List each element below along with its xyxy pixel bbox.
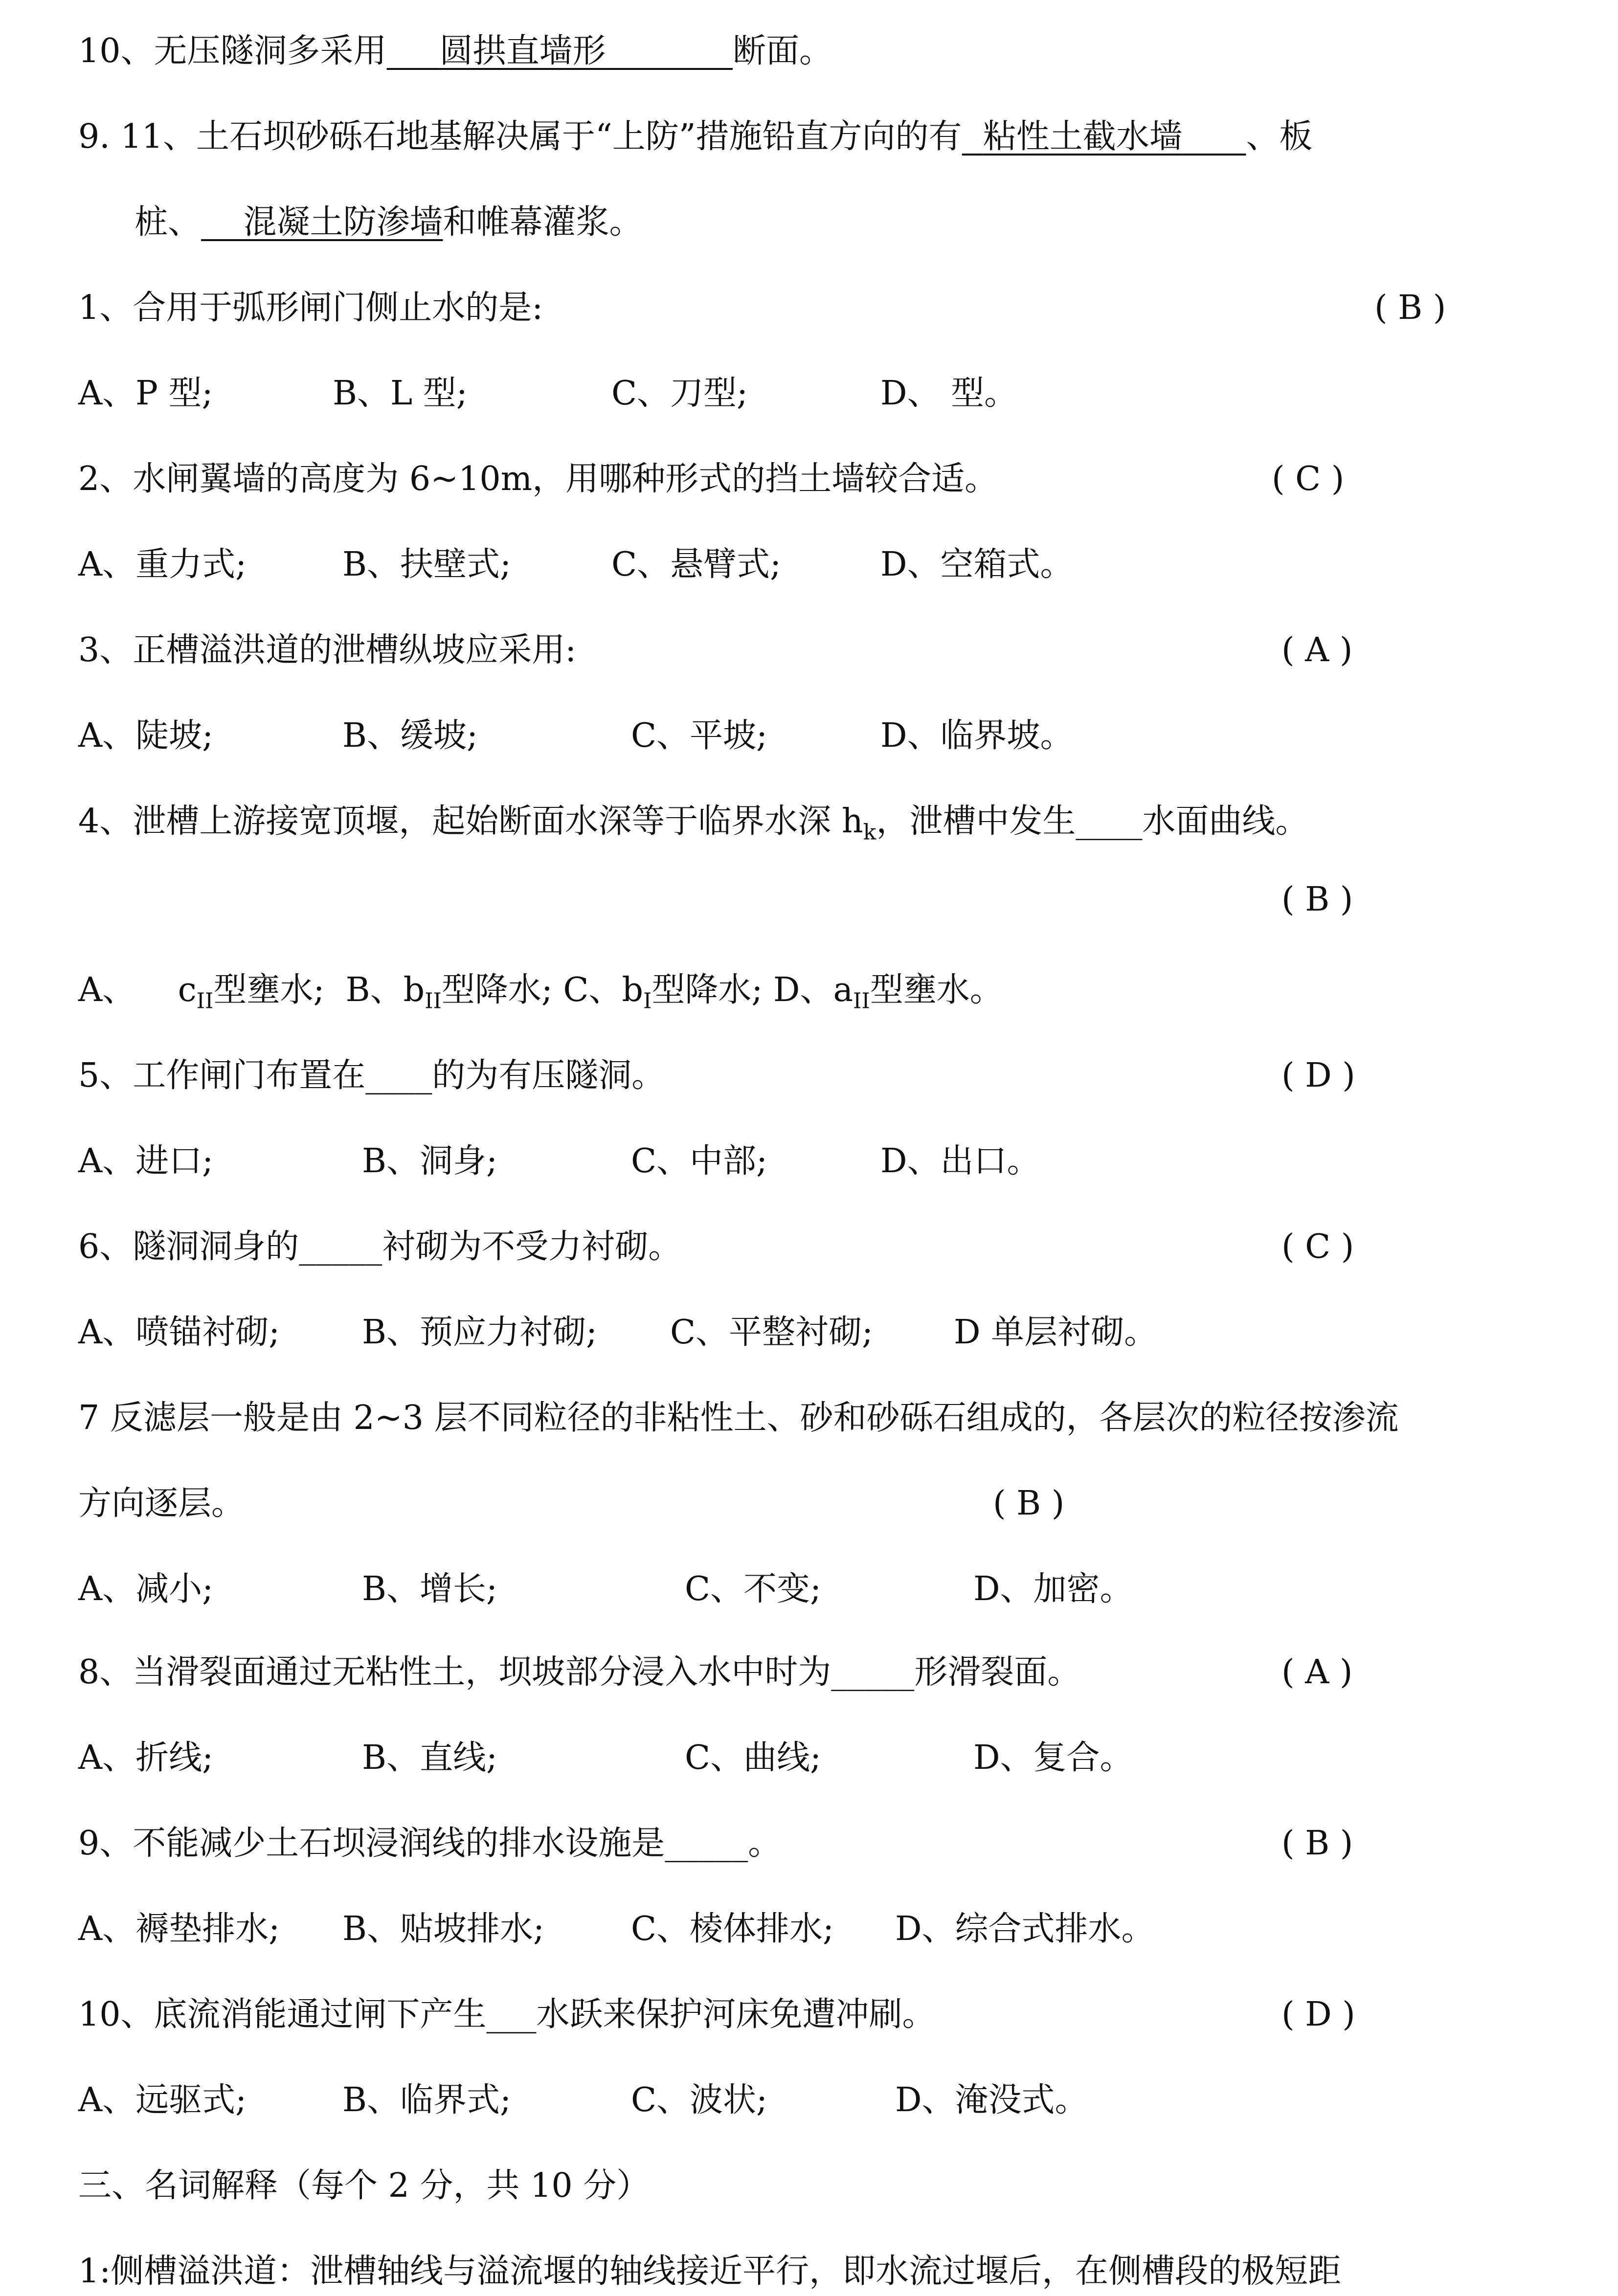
choice-q4-option-b-sub: II	[425, 988, 442, 1014]
choice-q6: 6、隧洞洞身的_____衬砌为不受力衬砌。	[78, 1227, 682, 1266]
choice-q9-answer: ( B )	[1281, 1824, 1353, 1863]
choice-q4-suffix: ，泄槽中发生____水面曲线。	[876, 802, 1309, 841]
choice-q4-option-a1: c	[178, 971, 197, 1009]
fill-q11-line2	[135, 198, 643, 247]
choice-q8-option-c: C、曲线;	[685, 1739, 821, 1777]
choice-q4-option-a-sub: II	[196, 988, 214, 1014]
choice-q4-option-d1: D、a	[773, 971, 853, 1009]
choice-q6-option-c: C、平整衬砌;	[670, 1313, 873, 1352]
choice-q7-option-b: B、增长;	[362, 1570, 497, 1608]
fill-q10-prefix: 10、无压隧洞多采用	[78, 32, 387, 70]
choice-q4-option-a2: 型壅水;	[213, 971, 325, 1009]
choice-q9-option-b: B、贴坡排水;	[342, 1910, 544, 1948]
choice-q5-option-c: C、中部;	[631, 1142, 767, 1181]
section3-item1: 1:侧槽溢洪道：泄槽轴线与溢流堰的轴线接近平行，即水流过堰后，在侧槽段的极短距	[78, 2252, 1342, 2291]
choice-q5-option-d: D、出口。	[880, 1142, 1040, 1181]
choice-q6-option-d: D 单层衬砌。	[954, 1313, 1158, 1352]
choice-q1-option-b: B、L 型;	[333, 374, 468, 413]
choice-q2-option-a: A、重力式;	[78, 545, 247, 584]
choice-q9-option-c: C、棱体排水;	[631, 1910, 834, 1948]
fill-q11-line1	[78, 112, 1313, 161]
choice-q4-option-b2: 型降水;	[441, 971, 553, 1009]
choice-q10-option-c: C、波状;	[631, 2081, 767, 2119]
choice-q4-answer: ( B )	[1281, 880, 1353, 919]
choice-q9-option-a: A、褥垫排水;	[78, 1910, 280, 1948]
fill-q11-mid: 、板	[1246, 117, 1313, 156]
choice-q7-line2: 方向逐层。	[78, 1484, 245, 1523]
choice-q3-option-a: A、陡坡;	[78, 716, 214, 755]
choice-q5: 5、工作闸门布置在____的为有压隧洞。	[78, 1056, 665, 1095]
choice-q6-option-b: B、预应力衬砌;	[362, 1313, 597, 1352]
choice-q2-answer: ( C )	[1272, 460, 1345, 498]
choice-q4	[78, 797, 1308, 846]
choice-q6-answer: ( C )	[1281, 1227, 1354, 1266]
fill-q11-line2-prefix: 桩、	[135, 203, 202, 242]
choice-q7: 7 反滤层一般是由 2~3 层不同粒径的非粘性土、砂和砂砾石组成的，各层次的粒径按渗流	[78, 1399, 1399, 1437]
choice-q9-option-d: D、综合式排水。	[895, 1910, 1155, 1948]
fill-q11-prefix: 9. 11、土石坝砂砾石地基解决属于“上防”措施铅直方向的有	[78, 117, 962, 156]
choice-q2: 2、水闸翼墙的高度为 6~10m，用哪种形式的挡土墙较合适。	[78, 460, 998, 498]
choice-q2-option-c: C、悬臂式;	[611, 545, 781, 584]
choice-q10: 10、底流消能通过闸下产生___水跃来保护河床免遭冲刷。	[78, 1995, 936, 2034]
choice-q2-option-d: D、空箱式。	[880, 545, 1074, 584]
choice-q10-option-b: B、临界式;	[342, 2081, 511, 2119]
choice-q6-option-a: A、喷锚衬砌;	[78, 1313, 280, 1352]
choice-q4-option-c1: C、b	[563, 971, 643, 1009]
choice-q4-options	[78, 966, 1003, 1015]
choice-q7-option-d: D、加密。	[973, 1570, 1133, 1608]
choice-q5-option-a: A、进口;	[78, 1142, 214, 1181]
choice-q4-option-d2: 型壅水。	[870, 971, 1003, 1009]
choice-q9: 9、不能减少土石坝浸润线的排水设施是_____。	[78, 1824, 782, 1863]
choice-q4-option-a-label: A、	[78, 971, 136, 1009]
choice-q4-option-b1: B、b	[345, 971, 425, 1009]
choice-q8-option-d: D、复合。	[973, 1739, 1133, 1777]
choice-q8-option-a: A、折线;	[78, 1739, 214, 1777]
section3-title: 三、名词解释（每个 2 分，共 10 分）	[78, 2166, 650, 2205]
fill-q10-suffix: 断面。	[733, 32, 833, 70]
choice-q1: 1、合用于弧形闸门侧止水的是:	[78, 289, 543, 327]
choice-q7-option-a: A、减小;	[78, 1570, 214, 1608]
choice-q1-answer: ( B )	[1374, 289, 1446, 327]
choice-q10-option-a: A、远驱式;	[78, 2081, 247, 2119]
choice-q3-option-b: B、缓坡;	[342, 716, 478, 755]
choice-q4-prefix: 4、泄槽上游接宽顶堰，起始断面水深等于临界水深 h	[78, 802, 863, 841]
choice-q10-answer: ( D )	[1281, 1995, 1355, 2034]
choice-q5-answer: ( D )	[1281, 1056, 1355, 1095]
fill-q10	[78, 27, 832, 76]
choice-q4-option-d-sub: II	[853, 988, 870, 1014]
choice-q4-sub: k	[863, 820, 876, 845]
choice-q2-option-b: B、扶壁式;	[342, 545, 511, 584]
choice-q7-answer: ( B )	[993, 1484, 1065, 1523]
choice-q4-option-c-sub: I	[643, 988, 652, 1014]
choice-q8: 8、当滑裂面通过无粘性土，坝坡部分浸入水中时为_____形滑裂面。	[78, 1653, 1081, 1692]
fill-q10-answer: 圆拱直墙形	[439, 32, 606, 70]
choice-q8-option-b: B、直线;	[362, 1739, 497, 1777]
choice-q8-answer: ( A )	[1281, 1653, 1353, 1692]
fill-q11-suffix: 和帷幕灌浆。	[443, 203, 643, 242]
choice-q1-option-d: D、 型。	[880, 374, 1018, 413]
fill-q11-answer2: 混凝土防渗墙	[243, 203, 443, 242]
fill-q11-answer1: 粘性土截水墙	[983, 117, 1183, 156]
choice-q7-option-c: C、不变;	[685, 1570, 821, 1608]
choice-q4-option-c2: 型降水;	[652, 971, 763, 1009]
choice-q3-option-c: C、平坡;	[631, 716, 767, 755]
choice-q3-answer: ( A )	[1281, 631, 1353, 669]
choice-q3-option-d: D、临界坡。	[880, 716, 1074, 755]
choice-q3: 3、正槽溢洪道的泄槽纵坡应采用:	[78, 631, 577, 669]
choice-q1-option-a: A、P 型;	[78, 374, 213, 413]
choice-q10-option-d: D、淹没式。	[895, 2081, 1088, 2119]
choice-q1-option-c: C、刀型;	[611, 374, 748, 413]
choice-q5-option-b: B、洞身;	[362, 1142, 497, 1181]
